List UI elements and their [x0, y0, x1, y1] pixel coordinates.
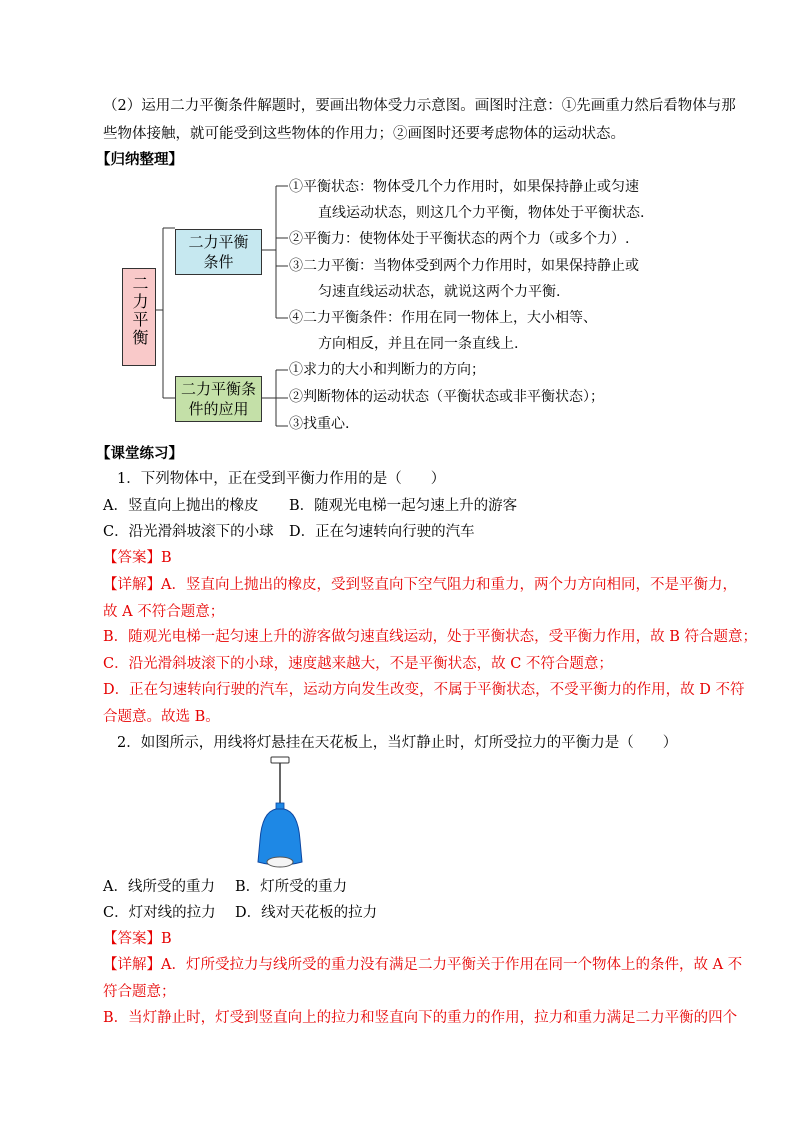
condition-item: ①平衡状态：物体受几个力作用时，如果保持静止或匀速 [289, 179, 639, 195]
condition-item: 方向相反，并且在同一条直线上. [318, 336, 519, 352]
condition-item: ③二力平衡：当物体受到两个力作用时，如果保持静止或 [289, 258, 639, 274]
application-item: ①求力的大小和判断力的方向； [289, 362, 485, 378]
q1-option-c: C．沿光滑斜坡滚下的小球 [103, 524, 274, 540]
intro-line-1: （2）运用二力平衡条件解题时，要画出物体受力示意图。画图时注意：①先画重力然后看物体与那 [103, 98, 736, 114]
q2-detail: 符合题意； [103, 984, 176, 1000]
summary-heading: 【归纳整理】 [96, 151, 183, 168]
branch2-label-line1: 二力平衡条 [180, 380, 256, 398]
diagram-root-box [122, 268, 156, 366]
q2-detail: 【详解】A．灯所受拉力与线所受的重力没有满足二力平衡关于作用在同一个物体上的条件，故 A 不 [103, 957, 743, 973]
practice-heading: 【课堂练习】 [96, 445, 183, 462]
q1-detail: 【详解】A．竖直向上抛出的橡皮，受到竖直向下空气阻力和重力，两个力方向相同，不是平衡力， [103, 577, 737, 593]
diagram-branch1-box [175, 229, 262, 275]
branch2-label-line2: 件的应用 [188, 400, 249, 418]
q1-stem: 1．下列物体中，正在受到平衡力作用的是（ ） [117, 471, 446, 487]
q1-answer: 【答案】B [103, 550, 172, 566]
q2-option-c: C．灯对线的拉力 [103, 905, 216, 921]
condition-item: ②平衡力：使物体处于平衡状态的两个力（或多个力）. [289, 231, 630, 247]
diagram-branch2-box [175, 376, 262, 422]
condition-item: 匀速直线运动状态，就说这两个力平衡. [318, 284, 561, 300]
condition-item: ④二力平衡条件：作用在同一物体上，大小相等、 [289, 310, 597, 326]
application-item: ③找重心. [289, 416, 350, 432]
q1-detail: 合题意。故选 B。 [103, 709, 220, 725]
q2-detail: B．当灯静止时，灯受到竖直向上的拉力和竖直向下的重力的作用，拉力和重力满足二力平衡的四个 [103, 1010, 738, 1026]
q2-stem: 2．如图所示，用线将灯悬挂在天花板上，当灯静止时，灯所受拉力的平衡力是（ ） [117, 735, 678, 751]
intro-line-2: 些物体接触，就可能受到这些物体的作用力；②画图时还要考虑物体的运动状态。 [103, 126, 625, 142]
q1-option-a: A．竖直向上抛出的橡皮 [103, 498, 259, 514]
q2-answer: 【答案】B [103, 931, 172, 947]
q1-option-d: D．正在匀速转向行驶的汽车 [289, 524, 475, 540]
q1-detail: 故 A 不符合题意； [103, 604, 225, 620]
q2-option-d: D．线对天花板的拉力 [235, 905, 378, 921]
diagram-root-label: 二力平衡 [130, 275, 149, 347]
branch1-label-line2: 条件 [203, 253, 234, 271]
q1-detail: D．正在匀速转向行驶的汽车，运动方向发生改变，不属于平衡状态，不受平衡力的作用，故 D 不符 [103, 682, 745, 698]
branch1-label-line1: 二力平衡 [188, 233, 249, 251]
q1-option-b: B．随观光电梯一起匀速上升的游客 [289, 498, 518, 514]
q1-detail: C．沿光滑斜坡滚下的小球，速度越来越大，不是平衡状态，故 C 不符合题意； [103, 656, 613, 672]
q1-detail: B．随观光电梯一起匀速上升的游客做匀速直线运动，处于平衡状态，受平衡力作用，故 B 符合题意； [103, 629, 758, 645]
application-item: ②判断物体的运动状态（平衡状态或非平衡状态）； [289, 389, 604, 405]
q2-option-b: B．灯所受的重力 [235, 879, 348, 895]
condition-item: 直线运动状态，则这几个力平衡，物体处于平衡状态. [318, 205, 645, 221]
q2-option-a: A．线所受的重力 [103, 879, 215, 895]
